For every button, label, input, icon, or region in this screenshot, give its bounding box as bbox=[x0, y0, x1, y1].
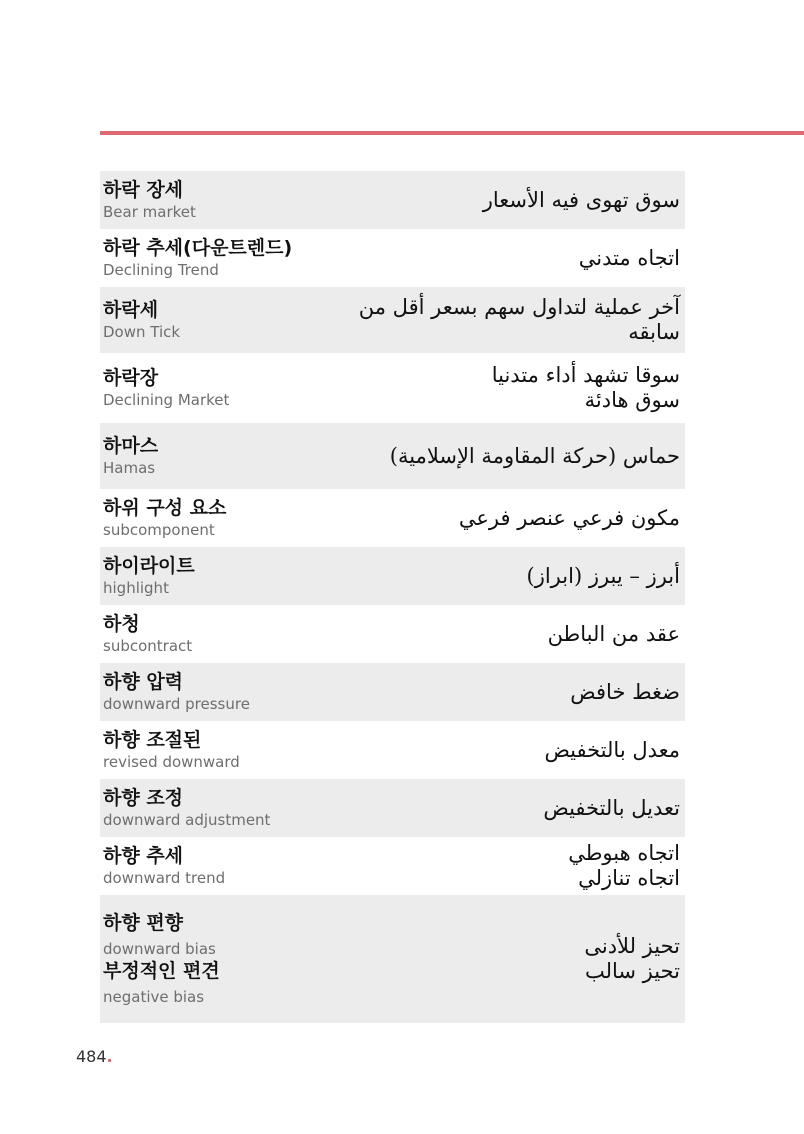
glossary-row bbox=[100, 779, 685, 837]
glossary-row bbox=[100, 353, 685, 423]
korean-term-secondary: 부정적인 편견 bbox=[103, 960, 220, 982]
korean-term: 하향 압력 bbox=[103, 671, 184, 693]
arabic-translation bbox=[548, 622, 682, 647]
term-cell bbox=[103, 298, 180, 342]
arabic-line: سوق تهوى فيه الأسعار bbox=[482, 187, 680, 212]
korean-term: 하마스 bbox=[103, 435, 159, 457]
arabic-translation bbox=[544, 738, 682, 763]
english-term: Declining Market bbox=[103, 391, 230, 409]
arabic-translation bbox=[492, 363, 682, 413]
arabic-translation bbox=[579, 246, 682, 271]
korean-term: 하락장 bbox=[103, 367, 159, 389]
english-term: downward bias bbox=[103, 940, 216, 958]
english-term: highlight bbox=[103, 579, 169, 597]
arabic-translation bbox=[570, 680, 682, 705]
glossary-table bbox=[100, 171, 685, 1023]
arabic-translation bbox=[527, 564, 682, 589]
arabic-line: تحيز للأدنى bbox=[584, 934, 680, 958]
page-number bbox=[76, 1047, 113, 1066]
glossary-row bbox=[100, 895, 685, 1023]
glossary-row bbox=[100, 663, 685, 721]
arabic-line: معدل بالتخفيض bbox=[544, 737, 680, 762]
term-cell bbox=[103, 178, 196, 222]
term-cell bbox=[103, 612, 192, 656]
arabic-translation bbox=[543, 796, 682, 821]
english-term: downward pressure bbox=[103, 695, 250, 713]
arabic-translation bbox=[459, 506, 682, 531]
term-cell bbox=[103, 844, 225, 888]
term-cell bbox=[103, 728, 240, 772]
korean-term: 하향 조절된 bbox=[103, 729, 202, 751]
term-cell bbox=[103, 434, 158, 478]
term-cell bbox=[103, 786, 270, 830]
glossary-row bbox=[100, 489, 685, 547]
term-cell bbox=[103, 496, 226, 540]
glossary-row bbox=[100, 547, 685, 605]
arabic-line: ضغط خافض bbox=[570, 679, 680, 704]
english-term: subcomponent bbox=[103, 521, 215, 539]
english-term: revised downward bbox=[103, 753, 240, 771]
arabic-translation bbox=[568, 841, 682, 891]
glossary-row bbox=[100, 721, 685, 779]
english-term: Down Tick bbox=[103, 323, 181, 341]
korean-term: 하청 bbox=[103, 613, 140, 635]
korean-term: 하향 편향 bbox=[103, 912, 184, 934]
page-number-value: 484 bbox=[76, 1047, 107, 1066]
arabic-line: اتجاه متدني bbox=[578, 245, 680, 270]
english-term: subcontract bbox=[103, 637, 193, 655]
korean-term: 하락세 bbox=[103, 299, 159, 321]
korean-term: 하위 구성 요소 bbox=[103, 497, 227, 519]
top-accent-rule bbox=[100, 131, 804, 135]
arabic-line: عقد من الباطن bbox=[547, 621, 680, 646]
page-number-dot: . bbox=[106, 1047, 113, 1066]
korean-term: 하락 추세(다운트렌드) bbox=[103, 237, 293, 259]
term-cell bbox=[103, 366, 229, 410]
glossary-row bbox=[100, 171, 685, 229]
english-term: Hamas bbox=[103, 459, 156, 477]
term-cell bbox=[103, 554, 195, 598]
arabic-line: تحيز سالب bbox=[584, 959, 680, 983]
korean-term: 하향 조정 bbox=[103, 787, 184, 809]
arabic-translation bbox=[483, 188, 682, 213]
glossary-row bbox=[100, 287, 685, 353]
english-term: Declining Trend bbox=[103, 261, 219, 279]
english-term: downward trend bbox=[103, 869, 226, 887]
korean-term: 하향 추세 bbox=[103, 845, 184, 867]
glossary-row bbox=[100, 605, 685, 663]
term-cell bbox=[103, 911, 220, 1007]
arabic-line: سوقا تشهد أداء متدنيا bbox=[491, 363, 680, 387]
arabic-line: تعديل بالتخفيض bbox=[543, 795, 680, 820]
arabic-translation bbox=[584, 934, 682, 984]
glossary-row bbox=[100, 229, 685, 287]
english-term-secondary: negative bias bbox=[103, 988, 205, 1006]
arabic-line: سوق هادئة bbox=[584, 388, 680, 412]
english-term: Bear market bbox=[103, 203, 196, 221]
korean-term: 하이라이트 bbox=[103, 555, 195, 577]
korean-term: 하락 장세 bbox=[103, 179, 184, 201]
term-cell bbox=[103, 670, 250, 714]
arabic-line: سابقه bbox=[628, 320, 680, 344]
english-term: downward adjustment bbox=[103, 811, 271, 829]
arabic-line: اتجاه تنازلي bbox=[578, 866, 680, 890]
arabic-line: اتجاه هبوطي bbox=[568, 841, 680, 865]
arabic-line: أبرز – يبرز (ابراز) bbox=[526, 563, 680, 588]
arabic-line: مكون فرعي عنصر فرعي bbox=[458, 505, 680, 530]
glossary-row bbox=[100, 423, 685, 489]
arabic-line: آخر عملية لتداول سهم بسعر أقل من bbox=[358, 295, 680, 319]
arabic-translation bbox=[390, 444, 682, 469]
arabic-translation bbox=[359, 295, 682, 345]
arabic-line: حماس (حركة المقاومة الإسلامية) bbox=[389, 443, 680, 468]
term-cell bbox=[103, 236, 292, 280]
glossary-row bbox=[100, 837, 685, 895]
